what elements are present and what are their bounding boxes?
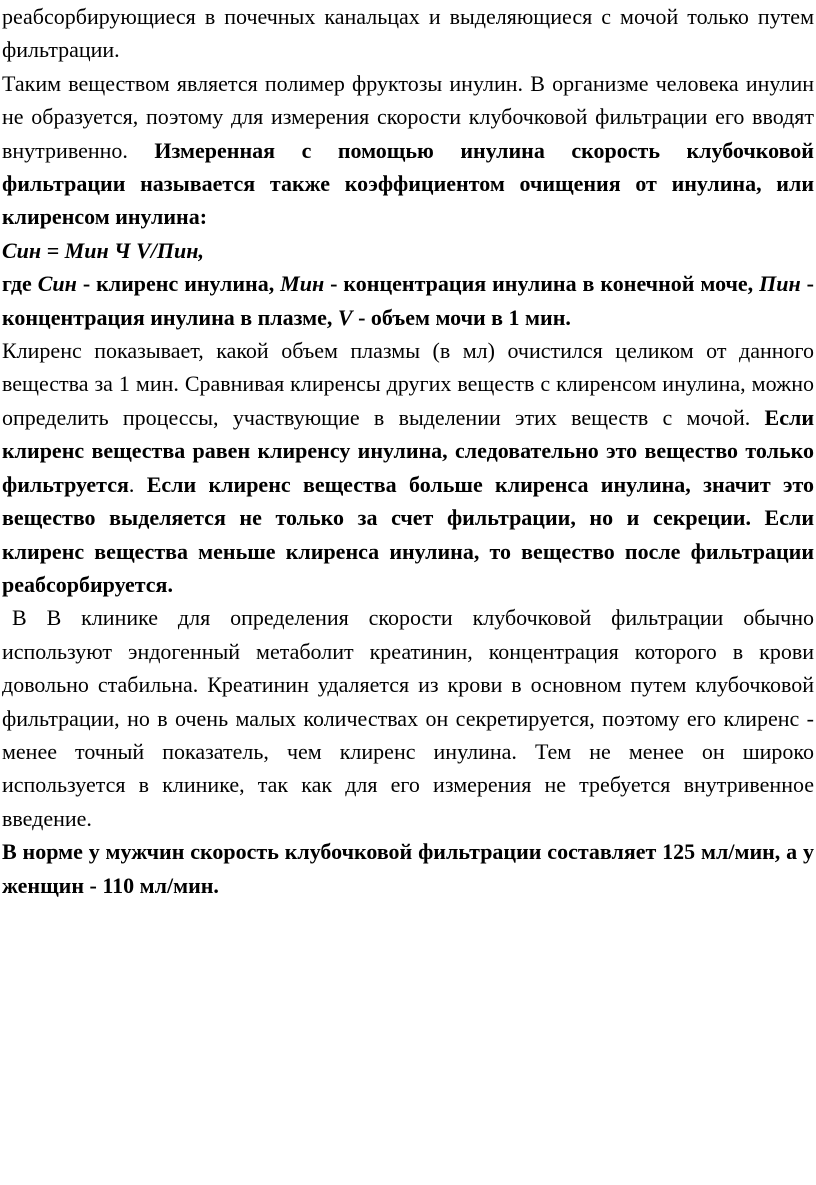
clearance-text: Клиренс показывает, какой объем плазмы (в мл) очистился целиком от данного вещества за 1 мин. Сравнивая клиренсы других веществ с клиренсом инулина, можно определить процессы, участвующие в выделении этих веществ с мочой. <box>2 338 814 430</box>
paragraph-clearance <box>2 334 814 601</box>
legend-v: V <box>337 304 353 330</box>
clearance-period: . <box>128 471 147 497</box>
legend-pin-desc: - концентрация инулина в плазме, <box>2 271 814 330</box>
formula-text: Син = Мин Ч V/Пин, <box>2 237 204 263</box>
creatinine-text: В В клинике для определения скорости клубочковой фильтрации обычно используют эндогенный метаболит креатинин, концентрация которого в крови довольно стабильна. Креатинин удаляется из крови в основном путем клубочковой фильтрации, но в очень малых количествах он секретируется, поэтому его клиренс - менее точный показатель, чем клиренс инулина. Тем не менее он широко используется в клинике, так как для его измерения не требуется внутривенное введение. <box>2 605 814 831</box>
legend-sin-desc: - клиренс инулина, <box>76 271 281 297</box>
legend-min: Мин <box>280 271 325 297</box>
paragraph-norm <box>2 835 814 902</box>
paragraph-creatinine <box>2 601 814 835</box>
legend-pin: Пин <box>759 271 801 297</box>
legend-where: где <box>2 271 38 297</box>
formula-legend <box>2 267 814 334</box>
clearance-greater-less: Если клиренс вещества больше клиренса инулина, значит это вещество выделяется не только за счет фильтрации, но и секреции. Если клиренс вещества меньше клиренса инулина, то вещество после фильтрации реабсорбируется. <box>2 471 814 597</box>
inulin-definition: Измеренная с помощью инулина скорость клубочковой фильтрации называется также коэффициентом очищения от инулина, или клиренсом инулина: <box>2 137 814 230</box>
legend-sin: Син <box>37 271 77 297</box>
norm-text: В норме у мужчин скорость клубочковой фильтрации составляет 125 мл/мин, а у женщин - 110 мл/мин. <box>2 839 814 898</box>
paragraph-intro <box>2 0 814 67</box>
clearance-formula <box>2 234 814 267</box>
intro-text: реабсорбирующиеся в почечных канальцах и выделяющиеся с мочой только путем фильтрации. <box>2 4 814 63</box>
paragraph-inulin <box>2 67 814 234</box>
legend-min-desc: - концентрация инулина в конечной моче, <box>324 271 760 297</box>
legend-v-desc: - объем мочи в 1 мин. <box>352 304 571 330</box>
clearance-equal: Если клиренс вещества равен клиренсу инулина, следовательно это вещество только фильтруется <box>2 404 814 497</box>
inulin-text: Таким веществом является полимер фруктозы инулин. В организме человека инулин не образуется, поэтому для измерения скорости клубочковой фильтрации его вводят внутривенно. <box>2 70 814 163</box>
